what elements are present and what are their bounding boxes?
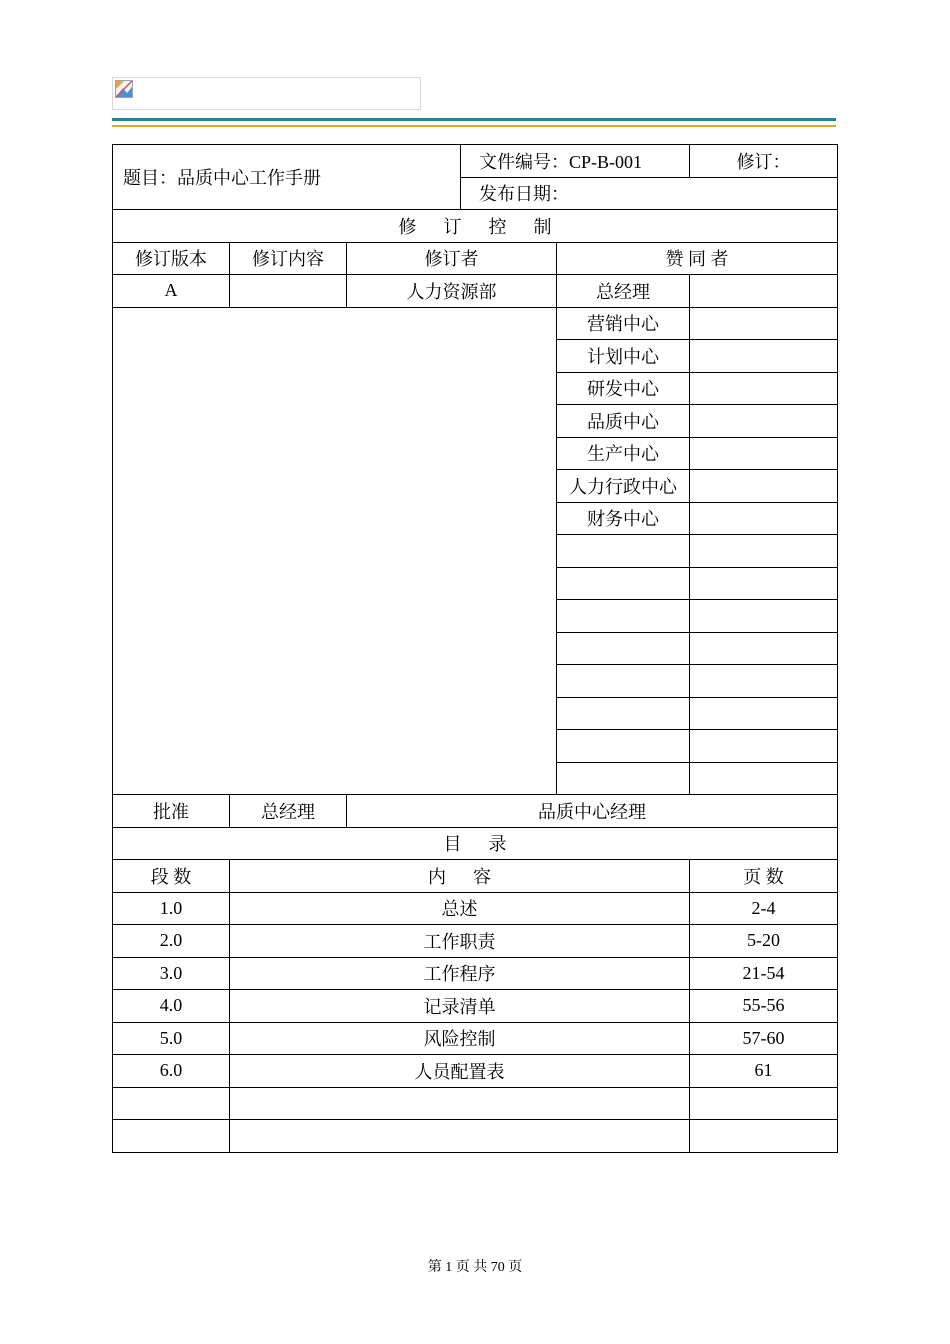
header-rule-gold xyxy=(112,125,836,127)
approver-signature xyxy=(690,697,838,730)
toc-row xyxy=(113,990,838,1023)
approver-name xyxy=(557,600,690,633)
approver-name: 研发中心 xyxy=(557,372,690,405)
approver-name: 财务中心 xyxy=(557,502,690,535)
toc-section: 6.0 xyxy=(113,1055,230,1088)
toc-pages: 2-4 xyxy=(690,892,838,925)
approver-signature xyxy=(690,632,838,665)
revision-content-value xyxy=(230,275,347,308)
approver-signature xyxy=(690,405,838,438)
approval-owner: 品质中心经理 xyxy=(347,795,838,828)
toc-row xyxy=(113,1055,838,1088)
approver-signature xyxy=(690,275,838,308)
toc-col-section: 段 数 xyxy=(113,860,230,893)
document-title: 题目：品质中心工作手册 xyxy=(113,145,461,210)
toc-row xyxy=(113,957,838,990)
approver-signature xyxy=(690,502,838,535)
reviser-value: 人力资源部 xyxy=(347,275,557,308)
approval-label: 批准 xyxy=(113,795,230,828)
header-rule-teal xyxy=(112,118,836,121)
toc-section: 5.0 xyxy=(113,1022,230,1055)
broken-image-icon xyxy=(115,80,133,98)
approver-name xyxy=(557,632,690,665)
col-reviser: 修订者 xyxy=(347,242,557,275)
toc-col-content: 内 容 xyxy=(230,860,690,893)
toc-row xyxy=(113,892,838,925)
toc-row xyxy=(113,1120,838,1153)
toc-section: 1.0 xyxy=(113,892,230,925)
toc-row xyxy=(113,925,838,958)
revision-version-value: A xyxy=(113,275,230,308)
release-date: 发布日期： xyxy=(461,177,838,210)
toc-col-pages: 页 数 xyxy=(690,860,838,893)
approver-signature xyxy=(690,762,838,795)
approver-name xyxy=(557,535,690,568)
approver-name: 计划中心 xyxy=(557,340,690,373)
approver-signature xyxy=(690,567,838,600)
toc-pages: 5-20 xyxy=(690,925,838,958)
logo-placeholder xyxy=(112,77,421,110)
toc-content xyxy=(230,1120,690,1153)
toc-section xyxy=(113,1087,230,1120)
toc-content: 人员配置表 xyxy=(230,1055,690,1088)
approver-signature xyxy=(690,372,838,405)
toc-pages: 57-60 xyxy=(690,1022,838,1055)
col-revision-content: 修订内容 xyxy=(230,242,347,275)
toc-heading: 目 录 xyxy=(113,827,838,860)
toc-content: 总述 xyxy=(230,892,690,925)
approver-signature xyxy=(690,665,838,698)
revision-notes-area xyxy=(113,307,557,795)
approver-name xyxy=(557,697,690,730)
toc-section: 2.0 xyxy=(113,925,230,958)
col-revision-version: 修订版本 xyxy=(113,242,230,275)
toc-pages: 55-56 xyxy=(690,990,838,1023)
revision-control-heading: 修 订 控 制 xyxy=(113,210,838,243)
toc-pages: 61 xyxy=(690,1055,838,1088)
approver-name xyxy=(557,567,690,600)
toc-content: 记录清单 xyxy=(230,990,690,1023)
approver-name xyxy=(557,762,690,795)
approver-name: 营销中心 xyxy=(557,307,690,340)
toc-pages xyxy=(690,1087,838,1120)
approver-signature xyxy=(690,730,838,763)
approver-signature xyxy=(690,437,838,470)
toc-section: 4.0 xyxy=(113,990,230,1023)
toc-row xyxy=(113,1022,838,1055)
approver-signature xyxy=(690,470,838,503)
approval-approver: 总经理 xyxy=(230,795,347,828)
toc-content: 工作程序 xyxy=(230,957,690,990)
approver-name xyxy=(557,665,690,698)
approver-signature xyxy=(690,307,838,340)
approver-signature xyxy=(690,535,838,568)
toc-pages: 21-54 xyxy=(690,957,838,990)
approver-signature xyxy=(690,340,838,373)
document-control-table xyxy=(112,144,838,1153)
toc-section: 3.0 xyxy=(113,957,230,990)
toc-section xyxy=(113,1120,230,1153)
revision-label: 修订： xyxy=(690,145,838,178)
approver-name: 总经理 xyxy=(557,275,690,308)
approver-signature xyxy=(690,600,838,633)
toc-content xyxy=(230,1087,690,1120)
toc-content: 风险控制 xyxy=(230,1022,690,1055)
approver-name: 生产中心 xyxy=(557,437,690,470)
toc-content: 工作职责 xyxy=(230,925,690,958)
document-number: 文件编号：CP-B-001 xyxy=(461,145,690,178)
page-footer: 第 1 页 共 70 页 xyxy=(427,1260,523,1275)
approver-name xyxy=(557,730,690,763)
col-approvers: 赞 同 者 xyxy=(557,242,838,275)
approver-name: 品质中心 xyxy=(557,405,690,438)
toc-row xyxy=(113,1087,838,1120)
approver-name: 人力行政中心 xyxy=(557,470,690,503)
toc-pages xyxy=(690,1120,838,1153)
